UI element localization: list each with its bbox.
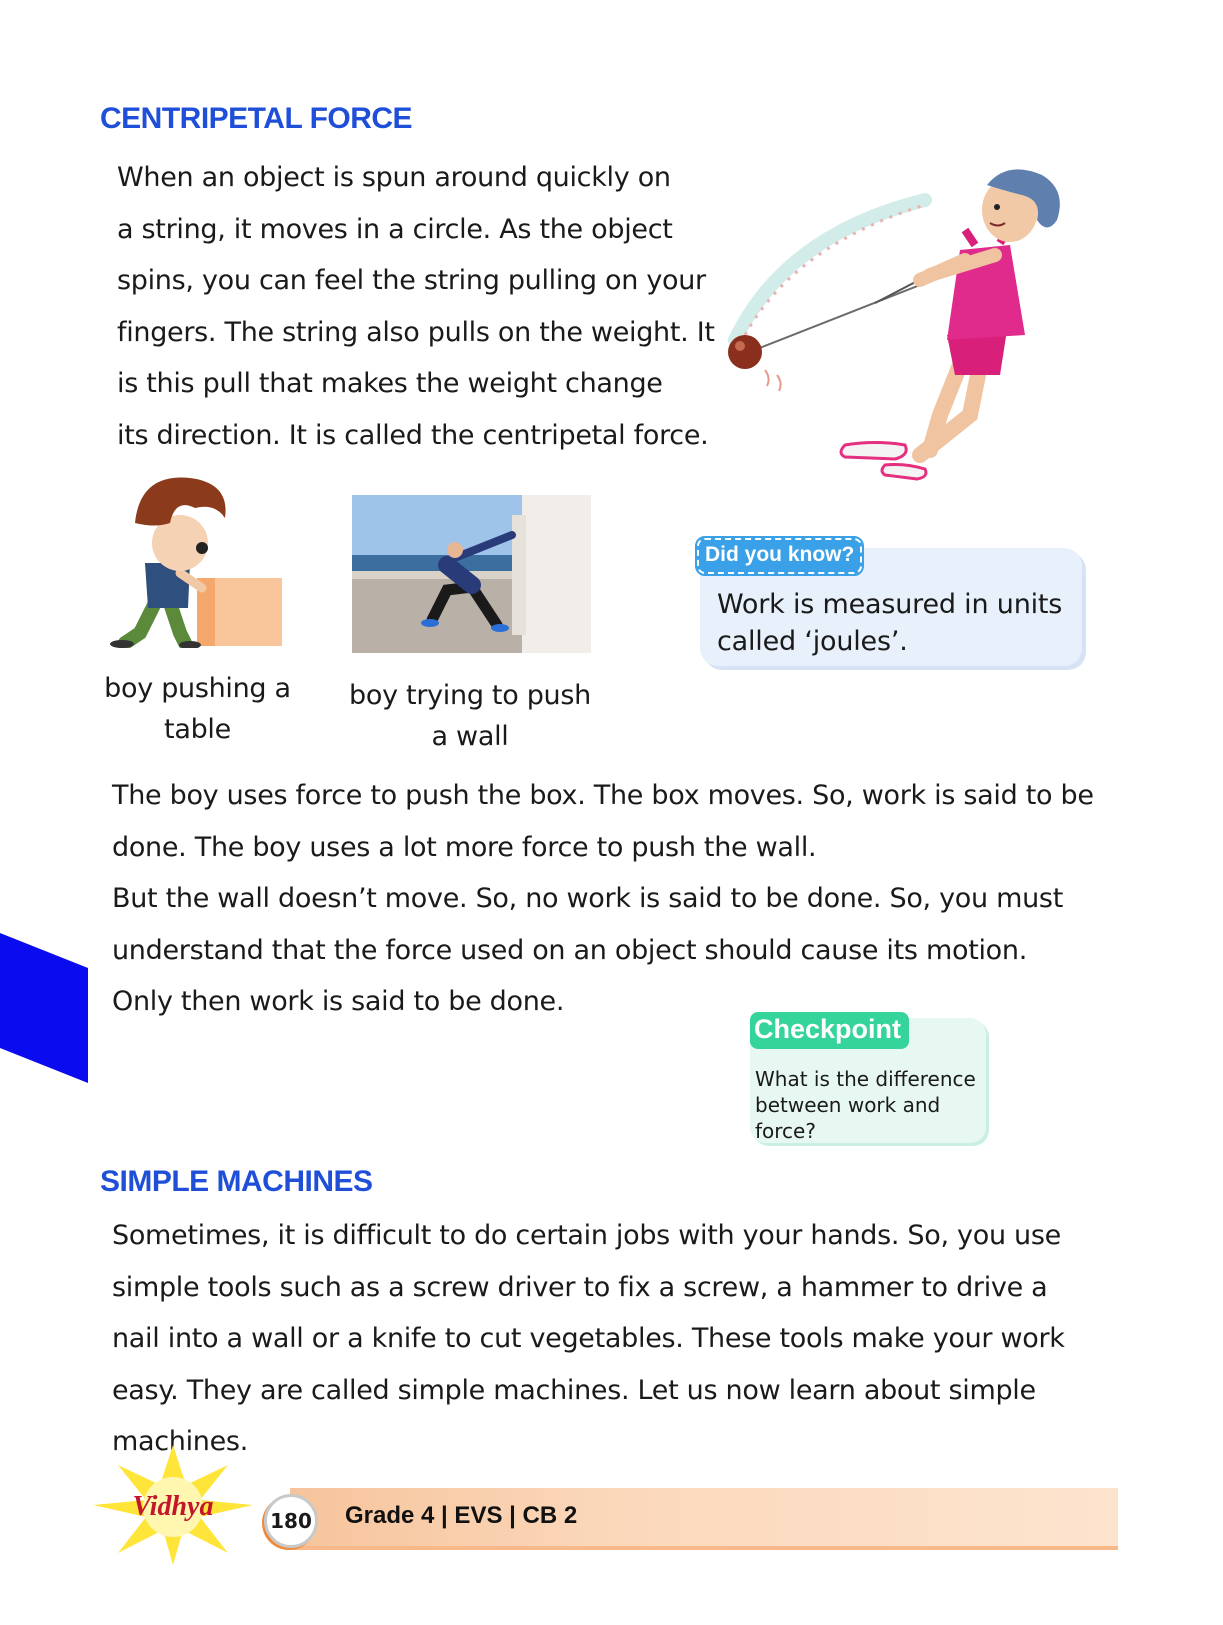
caption-line: a wall bbox=[431, 721, 509, 752]
caption-line: table bbox=[164, 714, 231, 745]
paragraph-line: spins, you can feel the string pulling on your bbox=[117, 265, 706, 296]
caption-boy-pushing-wall bbox=[340, 675, 600, 757]
did-you-know-line: Work is measured in units bbox=[717, 589, 1063, 620]
paragraph-line: But the wall doesn’t move. So, no work is said to be done. So, you must bbox=[112, 883, 1063, 914]
caption-line: boy pushing a bbox=[104, 673, 291, 704]
checkpoint-line: What is the difference bbox=[755, 1067, 976, 1091]
work-paragraph bbox=[112, 770, 1094, 1028]
section-heading-simple-machines: SIMPLE MACHINES bbox=[100, 1165, 373, 1198]
paragraph-line: done. The boy uses a lot more force to push the wall. bbox=[112, 831, 817, 863]
page-number: 180 bbox=[264, 1494, 318, 1548]
paragraph-line: its direction. It is called the centripetal force. bbox=[117, 419, 709, 451]
checkpoint-line: between work and bbox=[755, 1093, 941, 1117]
logo-text: Vidhya bbox=[132, 1491, 214, 1522]
paragraph-line: easy. They are called simple machines. Let us now learn about simple bbox=[112, 1374, 1036, 1406]
paragraph-line: fingers. The string also pulls on the weight. It bbox=[117, 316, 715, 348]
checkpoint-tag: Checkpoint bbox=[750, 1012, 909, 1049]
centripetal-paragraph bbox=[117, 152, 715, 461]
paragraph-line: Sometimes, it is difficult to do certain jobs with your hands. So, you use bbox=[112, 1220, 1061, 1251]
did-you-know-text bbox=[717, 586, 1062, 660]
paragraph-line: machines. bbox=[112, 1426, 248, 1457]
footer-label: Grade 4 | EVS | CB 2 bbox=[345, 1502, 578, 1529]
side-tab-marker bbox=[0, 933, 88, 1083]
checkpoint-line: force? bbox=[755, 1119, 816, 1143]
did-you-know-line: called ‘joules’. bbox=[717, 626, 908, 657]
section-heading-centripetal-force: CENTRIPETAL FORCE bbox=[100, 102, 413, 135]
paragraph-line: The boy uses force to push the box. The box moves. So, work is said to be bbox=[112, 780, 1094, 811]
boy-pushing-wall-photo bbox=[352, 495, 591, 653]
caption-line: boy trying to push bbox=[349, 680, 591, 711]
simple-machines-paragraph bbox=[112, 1210, 1065, 1468]
paragraph-line: simple tools such as a screw driver to fix a screw, a hammer to drive a bbox=[112, 1271, 1048, 1303]
paragraph-line: is this pull that makes the weight change bbox=[117, 368, 663, 399]
hammer-thrower-illustration bbox=[725, 165, 1115, 500]
paragraph-line: nail into a wall or a knife to cut vegetables. These tools make your work bbox=[112, 1323, 1065, 1354]
did-you-know-tag: Did you know? bbox=[697, 538, 862, 574]
paragraph-line: Only then work is said to be done. bbox=[112, 986, 565, 1017]
paragraph-line: a string, it moves in a circle. As the object bbox=[117, 213, 673, 245]
checkpoint-question bbox=[755, 1066, 985, 1144]
paragraph-line: understand that the force used on an object should cause its motion. bbox=[112, 934, 1027, 966]
boy-pushing-box-illustration bbox=[110, 468, 285, 648]
vidhya-logo bbox=[88, 1445, 258, 1565]
paragraph-line: When an object is spun around quickly on bbox=[117, 162, 671, 193]
caption-boy-pushing-table bbox=[95, 668, 300, 750]
